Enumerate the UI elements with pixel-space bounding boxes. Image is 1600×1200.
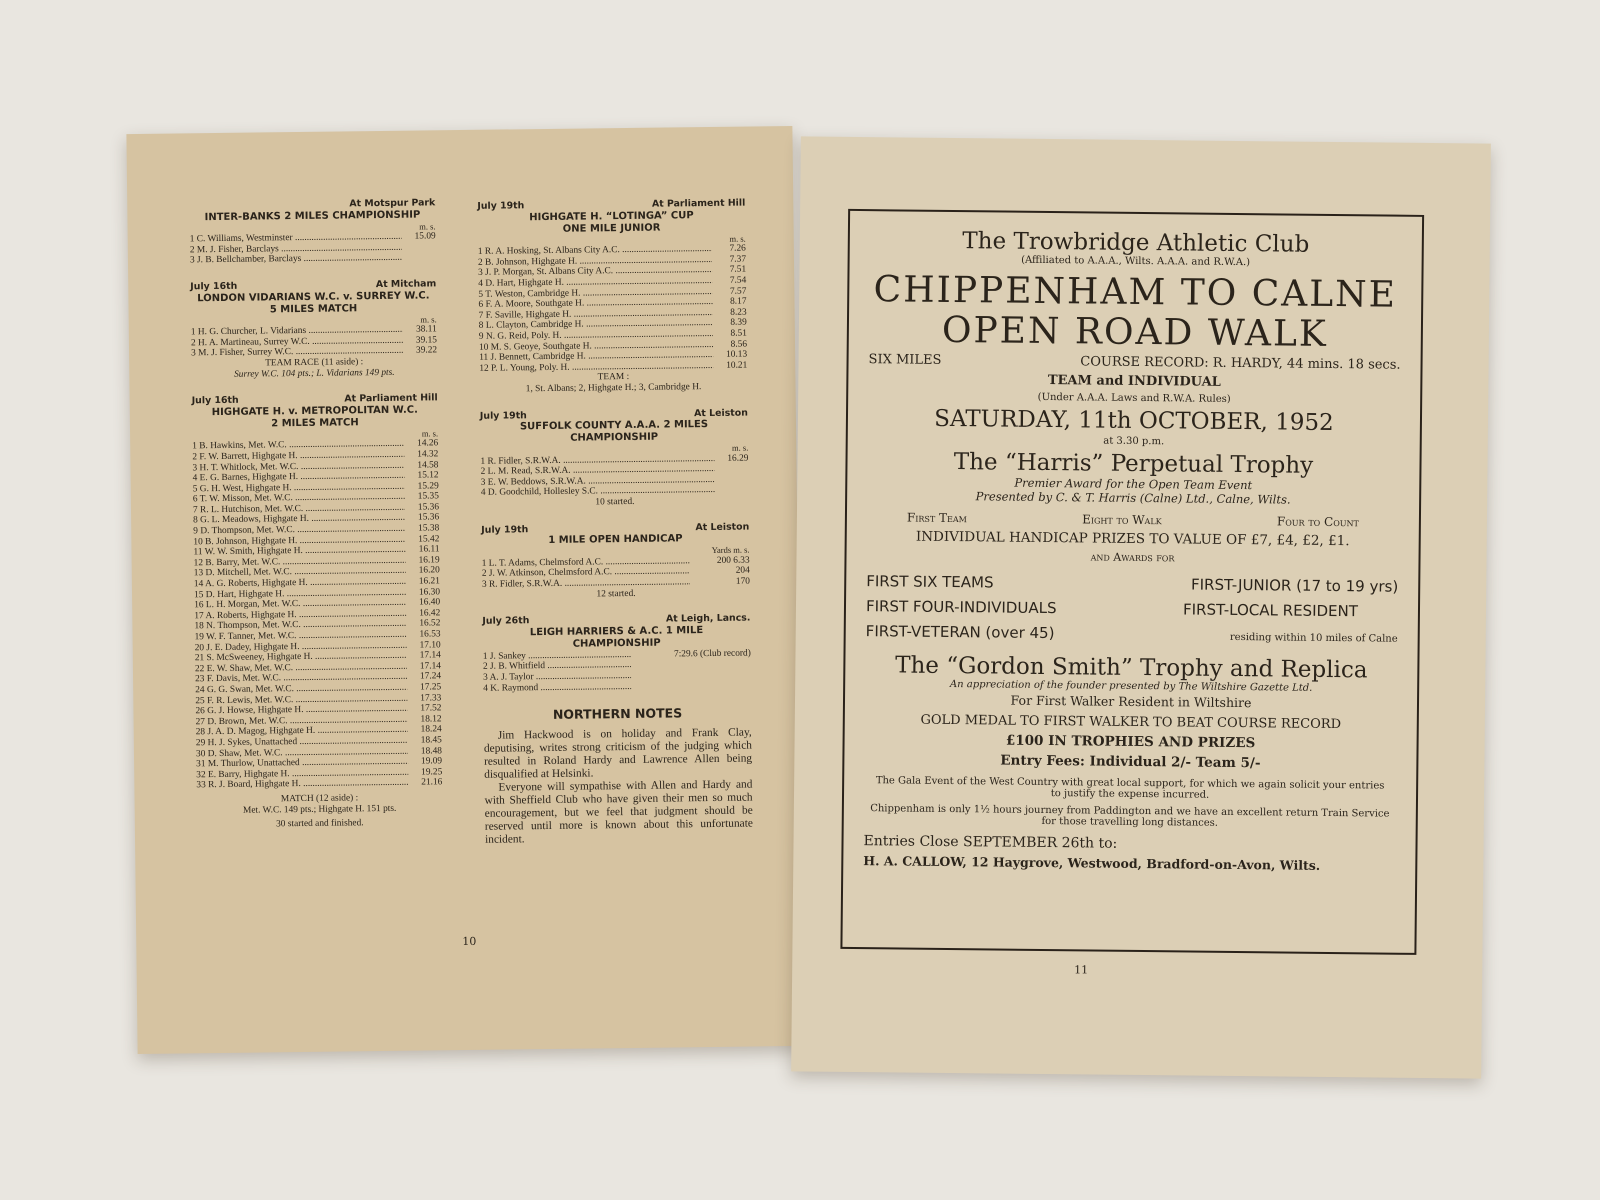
result-time: 16.40 <box>418 597 441 608</box>
result-time <box>402 253 436 264</box>
competitor-name: 24 G. G. Swan, Met. W.C. ..... <box>195 683 407 696</box>
competitor-name: 2 B. Johnson, Highgate H. ..... <box>478 255 712 268</box>
eight-walk: Eight to Walk <box>1082 512 1162 528</box>
appreciation: An appreciation of the founder presented by The Wiltshire Gazette Ltd. <box>949 679 1313 694</box>
entry-fees: Entry Fees: Individual 2/- Team 5/- <box>1000 752 1261 772</box>
time-unit: m. s. <box>420 313 437 325</box>
notes-paragraph: Everyone will sympathise with Allen and Hardy and with Sheffield Club who have given their men so much encouragement, but we feel that judgment should be reserved until more is known about this unfortunate incident. <box>484 778 753 846</box>
result-time: 7:29.6 (Club record) <box>673 648 751 660</box>
team-result: Surrey W.C. 104 pts.; L. Vidarians 149 pts. <box>233 367 395 380</box>
result-time: 8.17 <box>730 296 747 307</box>
result-time: 15.38 <box>418 523 440 534</box>
train-note: Chippenham is only 1½ hours journey from Paddington and we have an excellent return Train Service for those travelling long distances. <box>870 803 1390 829</box>
result-time: 15.36 <box>417 512 440 524</box>
result-time: 14.26 <box>417 438 439 449</box>
result-time: 7.54 <box>729 275 747 286</box>
result-time: 8.51 <box>730 328 747 339</box>
first-team: First Team <box>906 510 967 526</box>
result-time: 18.48 <box>420 745 443 757</box>
result-time: 18.24 <box>420 724 442 735</box>
distance-row <box>869 352 1401 373</box>
result-time: 16.11 <box>418 544 440 555</box>
competitor-name: 3 J. P. Morgan, St. Albans City A.C. ..... <box>478 265 712 278</box>
harris-trophy: The “Harris” Perpetual Trophy <box>953 449 1314 479</box>
result-time: 17.25 <box>420 682 442 693</box>
competitor-name: 4 D. Hart, Highgate H. ..... <box>478 276 712 289</box>
competitor-name: 27 D. Brown, Met. W.C. ..... <box>196 714 408 727</box>
gala-note: The Gala Event of the West Country with great local support, for which we again solicit your entries to justify the expense incurred. <box>875 775 1385 801</box>
result-time: 16.42 <box>419 608 441 619</box>
results-list <box>480 453 748 499</box>
residing-note: residing within 10 miles of Calne <box>1229 631 1398 645</box>
poster-frame <box>840 209 1424 955</box>
results-list <box>478 244 748 374</box>
competitor-name: 4 E. G. Barnes, Highgate H. ..... <box>193 471 405 484</box>
gordon-trophy: The “Gordon Smith” Trophy and Replica <box>895 652 1368 684</box>
handicap-prizes: INDIVIDUAL HANDICAP PRIZES TO VALUE OF £7, £4, £2, £1. <box>915 528 1350 550</box>
time-unit: m. s. <box>419 220 436 232</box>
result-time: 10.13 <box>725 349 748 360</box>
results-list <box>191 324 437 359</box>
result-time: 19.09 <box>420 756 443 767</box>
results-list <box>192 439 442 792</box>
competitor-name: 10 M. S. Geoye, Southgate H. ..... <box>479 339 713 352</box>
left-page <box>126 126 803 1054</box>
event-date: SATURDAY, 11th OCTOBER, 1952 <box>934 405 1334 437</box>
competitor-name: 17 A. Roberts, Highgate H. ..... <box>194 609 406 622</box>
competitor-name: 3 J. B. Bellchamber, Barclays ..... <box>190 253 402 266</box>
result-time: 8.39 <box>730 317 747 329</box>
competitor-name: 23 F. Davis, Met. W.C. ..... <box>195 672 407 685</box>
title-line-1: CHIPPENHAM TO CALNE <box>873 269 1398 316</box>
competitor-name: 11 J. Bennett, Cambridge H. ..... <box>479 350 713 363</box>
competitor-name: 1 R. Fidler, S.R.W.A. ..... <box>480 454 714 467</box>
award-six-teams: FIRST SIX TEAMS <box>866 572 994 592</box>
result-time: 16.29 <box>727 453 749 464</box>
competitor-name: 2 F. W. Barrett, Highgate H. ..... <box>192 450 404 463</box>
competitor-name: 1 C. Williams, Westminster ..... <box>190 232 402 245</box>
event-date: July 19th <box>477 200 525 212</box>
competitor-name: 18 N. Thompson, Met. W.C. ..... <box>194 619 406 632</box>
result-time <box>714 464 748 475</box>
lotinga-section <box>477 199 747 396</box>
result-time: 38.11 <box>416 324 437 335</box>
competitor-name: 26 G. J. Howse, Highgate H. ..... <box>195 704 407 717</box>
competitor-name: 2 L. M. Read, S.R.W.A. ..... <box>480 464 714 477</box>
event-date: July 19th <box>479 409 527 422</box>
competitor-name: 7 R. L. Hutchison, Met. W.C. ..... <box>193 503 405 516</box>
competitor-name: 11 W. W. Smith, Highgate H. ..... <box>193 545 405 558</box>
competitor-name: 7 F. Saville, Highgate H. ..... <box>479 308 713 321</box>
competitor-name: 32 E. Barry, Highgate H. ..... <box>196 767 408 780</box>
result-time: 7.26 <box>729 243 746 254</box>
competitor-name: 3 M. J. Fisher, Surrey W.C. ..... <box>191 346 403 359</box>
competitor-name: 33 R. J. Board, Highgate H. ..... <box>196 778 408 791</box>
match-result: Met. W.C. 149 pts.; Highgate H. 151 pts. <box>242 803 397 816</box>
venue: At Parliament Hill <box>344 392 438 405</box>
title-line-2: OPEN ROAD WALK <box>941 309 1329 355</box>
event-date: July 19th <box>481 523 529 536</box>
result-time <box>631 680 751 692</box>
awards-block <box>866 569 1399 652</box>
notes-paragraph: Jim Hackwood is on holiday and Frank Clay, deputising, writes strong criticism of the judging which resulted in Roland Hardy and Lawrence Allen being disqualified at Helsinki. <box>483 726 753 781</box>
venue: At Leigh, Lancs. <box>665 612 751 625</box>
award-veteran: FIRST-VETERAN (over 45) <box>865 622 1055 643</box>
northern-notes <box>483 707 753 847</box>
result-time <box>402 242 436 253</box>
interbanks-section <box>189 198 436 266</box>
results-list <box>483 648 751 694</box>
competitor-name: 29 H. J. Sykes, Unattached ..... <box>196 736 408 749</box>
event-title: LONDON VIDARIANS W.C. v. SURREY W.C. <box>197 289 430 304</box>
awards-for: and Awards for <box>1090 550 1175 565</box>
results-list <box>482 555 750 590</box>
started-note: 10 started. <box>595 496 635 508</box>
trophies-prizes: £100 IN TROPHIES AND PRIZES <box>1005 732 1256 752</box>
venue: At Leiston <box>695 521 750 533</box>
competitor-name: 30 D. Shaw, Met. W.C. ..... <box>196 746 408 759</box>
event-date: July 26th <box>482 615 530 628</box>
result-time: 17.52 <box>420 703 442 714</box>
competitor-name: 28 J. A. D. Magog, Highgate H. ..... <box>196 725 408 738</box>
team-heading: TEAM : <box>597 372 630 383</box>
team-individual: TEAM and INDIVIDUAL <box>1047 373 1221 390</box>
event-date: July 16th <box>190 280 238 293</box>
result-time: 200 6.33 <box>716 555 750 566</box>
result-time: 18.45 <box>420 735 442 746</box>
club-name: The Trowbridge Athletic Club <box>962 228 1310 258</box>
result-time: 16.20 <box>418 565 440 577</box>
result-time: 10.21 <box>726 360 748 371</box>
competitor-name: 3 E. W. Beddows, S.R.W.A. ..... <box>481 475 715 488</box>
team-rules-row <box>867 510 1399 530</box>
page-number: 10 <box>462 934 477 949</box>
distance: SIX MILES <box>868 352 942 368</box>
competitor-name: 5 T. Weston, Cambridge H. ..... <box>478 287 712 300</box>
match-heading: MATCH (12 aside) : <box>280 793 359 805</box>
four-count: Four to Count <box>1276 514 1359 530</box>
entry-address: H. A. CALLOW, 12 Haygrove, Westwood, Bradford-on-Avon, Wilts. <box>863 853 1321 873</box>
suffolk-section <box>480 408 749 509</box>
competitor-name: 10 B. Johnson, Highgate H. ..... <box>193 534 405 547</box>
competitor-name: 6 F. A. Moore, Southgate H. ..... <box>478 297 712 310</box>
result-time: 15.12 <box>417 470 439 481</box>
competitor-name: 8 G. L. Meadows, Highgate H. ..... <box>193 513 405 526</box>
competitor-name: 3 A. J. Taylor ..... <box>483 671 631 683</box>
result-time: 15.09 <box>414 231 436 242</box>
result-time: 18.12 <box>420 714 442 725</box>
event-subtitle: CHAMPIONSHIP <box>572 637 661 650</box>
notes-title: NORTHERN NOTES <box>552 705 683 723</box>
result-time: 17.10 <box>419 639 441 651</box>
event-title: 1 MILE OPEN HANDICAP <box>548 533 683 547</box>
result-time: 204 <box>735 565 750 577</box>
competitor-name: 8 L. Clayton, Cambridge H. ..... <box>479 318 713 331</box>
result-row <box>196 778 442 792</box>
award-junior: FIRST-JUNIOR (17 to 19 yrs) <box>1190 575 1399 596</box>
finished-note: 30 started and finished. <box>276 818 364 830</box>
competitor-name: 4 D. Goodchild, Hollesley S.C. ..... <box>481 485 715 498</box>
result-time: 15.35 <box>417 491 439 502</box>
competitor-name: 2 J. W. Atkinson, Chelmsford A.C. ..... <box>482 567 690 580</box>
event-title: LEIGH HARRIERS & A.C. 1 MILE <box>529 624 704 639</box>
result-time <box>715 474 749 485</box>
competitor-name: 3 H. T. Whitlock, Met. W.C. ..... <box>192 460 404 473</box>
result-time: 17.33 <box>420 692 442 704</box>
results-list <box>190 232 436 267</box>
event-subtitle: 2 MILES MATCH <box>271 417 359 430</box>
started-note: 12 started. <box>596 588 636 600</box>
result-time: 7.57 <box>729 286 747 297</box>
venue: At Leiston <box>694 407 748 419</box>
result-time: 17.14 <box>419 661 441 672</box>
start-time: at 3.30 p.m. <box>1103 435 1165 448</box>
result-time: 16.53 <box>419 629 441 640</box>
competitor-name: 14 A. G. Roberts, Highgate H. ..... <box>194 577 406 590</box>
competitor-name: 12 B. Barry, Met. W.C. ..... <box>194 556 406 569</box>
competitor-name: 4 K. Raymond ..... <box>483 682 631 694</box>
event-title: HIGHGATE H. v. METROPOLITAN W.C. <box>211 404 418 418</box>
time-unit: m. s. <box>731 442 749 453</box>
result-time: 17.24 <box>419 671 442 682</box>
competitor-name: 2 H. A. Martineau, Surrey W.C. ..... <box>191 335 403 348</box>
competitor-name: 16 L. H. Morgan, Met. W.C. ..... <box>194 598 406 611</box>
competitor-name: 13 D. Mitchell, Met. W.C. ..... <box>194 566 406 579</box>
result-time: 14.32 <box>417 449 439 460</box>
result-time: 19.25 <box>421 767 443 778</box>
vidarians-section <box>190 279 437 380</box>
first-walker: For First Walker Resident in Wiltshire <box>1010 692 1252 711</box>
award-row <box>866 619 1398 652</box>
result-time <box>715 485 749 496</box>
affiliation: (Affiliated to A.A.A., Wilts. A.A.A. and R.W.A.) <box>1021 254 1251 269</box>
course-record: COURSE RECORD: R. HARDY, 44 mins. 18 secs. <box>1080 354 1401 373</box>
event-date: July 16th <box>191 394 239 407</box>
competitor-name: 25 F. R. Lewis, Met. W.C. ..... <box>195 693 407 706</box>
result-time: 16.30 <box>418 586 441 598</box>
result-time: 8.23 <box>730 307 747 318</box>
event-title: INTER-BANKS 2 MILES CHAMPIONSHIP <box>204 209 421 223</box>
competitor-name: 1 L. T. Adams, Chelmsford A.C. ..... <box>482 556 690 569</box>
award-four-individuals: FIRST FOUR-INDIVIDUALS <box>865 597 1057 618</box>
competitor-name: 22 E. W. Shaw, Met. W.C. ..... <box>195 661 407 674</box>
result-time: 16.19 <box>418 555 440 566</box>
result-time: 7.51 <box>729 264 747 276</box>
right-page <box>791 136 1491 1078</box>
result-time: 16.21 <box>418 576 440 587</box>
result-time: 170 <box>735 576 750 587</box>
yards-unit: Yards m. s. <box>711 544 750 556</box>
competitor-name: 3 R. Fidler, S.R.W.A. ..... <box>482 577 690 590</box>
entries-close: Entries Close SEPTEMBER 26th to: <box>863 833 1118 852</box>
competitor-name: 1 H. G. Churcher, L. Vidarians ..... <box>191 325 403 338</box>
result-time: 17.14 <box>419 650 441 661</box>
result-row <box>190 253 436 267</box>
award-local: FIRST-LOCAL RESIDENT <box>1182 600 1359 621</box>
leigh-section <box>482 614 751 694</box>
venue: At Motspur Park <box>349 197 436 210</box>
premier-award: Premier Award for the Open Team Event <box>1014 475 1253 493</box>
rules: (Under A.A.A. Laws and R.W.A. Rules) <box>1037 391 1231 405</box>
competitor-name: 2 M. J. Fisher, Barclays ..... <box>190 243 402 256</box>
venue: At Mitcham <box>375 278 437 291</box>
event-subtitle: 5 MILES MATCH <box>269 302 358 315</box>
result-time: 14.58 <box>417 459 439 471</box>
time-unit: m. s. <box>729 233 746 244</box>
result-time: 15.29 <box>417 481 439 492</box>
competitor-name: 5 G. H. West, Highgate H. ..... <box>193 481 405 494</box>
right-column <box>477 199 753 847</box>
result-time: 39.15 <box>415 335 438 346</box>
page-number: 11 <box>1074 963 1089 977</box>
result-time: 15.36 <box>417 502 440 513</box>
gold-medal: GOLD MEDAL TO FIRST WALKER TO BEAT COURSE RECORD <box>920 712 1342 733</box>
competitor-name: 1 B. Hawkins, Met. W.C. ..... <box>192 439 404 452</box>
result-time: 7.37 <box>729 254 747 265</box>
competitor-name: 1 J. Sankey ..... <box>483 650 631 662</box>
competitor-name: 6 T. W. Misson, Met. W.C. ..... <box>193 492 405 505</box>
result-row <box>483 680 751 694</box>
time-unit: m. s. <box>421 428 439 439</box>
result-time: 15.42 <box>418 533 440 545</box>
competitor-name: 19 W. F. Tanner, Met. W.C. ..... <box>194 630 406 643</box>
competitor-name: 9 N. G. Reid, Poly. H. ..... <box>479 329 713 342</box>
competitor-name: 12 P. L. Young, Poly. H. ..... <box>479 361 713 374</box>
competitor-name: 21 S. McSweeney, Highgate H. ..... <box>195 651 407 664</box>
competitor-name: 1 R. A. Hosking, St. Albans City A.C. ..... <box>478 244 712 257</box>
result-time: 21.16 <box>421 777 443 788</box>
result-time: 8.56 <box>730 339 748 350</box>
competitor-name: 15 D. Hart, Highgate H. ..... <box>194 587 406 600</box>
competitor-name: 20 J. E. Dadey, Highgate H. ..... <box>195 640 407 653</box>
result-time: 39.22 <box>415 345 438 356</box>
competitor-name: 2 J. B. Whitfield ..... <box>483 660 631 672</box>
competitor-name: 31 M. Thurlow, Unattached ..... <box>196 757 408 770</box>
competitor-name: 9 D. Thompson, Met. W.C. ..... <box>193 524 405 537</box>
presented-by: Presented by C. & T. Harris (Calne) Ltd., Calne, Wilts. <box>975 489 1291 507</box>
handicap-section <box>481 522 750 601</box>
event-title: SUFFOLK COUNTY A.A.A. 2 MILES <box>519 419 709 433</box>
metropolitan-section <box>192 393 443 831</box>
venue: At Parliament Hill <box>651 197 746 210</box>
event-subtitle: CHAMPIONSHIP <box>570 431 659 444</box>
left-column <box>189 198 443 847</box>
team-heading: TEAM RACE (11 aside) : <box>265 357 364 369</box>
event-subtitle: ONE MILE JUNIOR <box>562 222 661 235</box>
result-time: 16.52 <box>419 618 441 629</box>
team-result: 1, St. Albans; 2, Highgate H.; 3, Cambridge H. <box>525 382 702 395</box>
event-title: HIGHGATE H. “LOTINGA” CUP <box>529 209 694 223</box>
